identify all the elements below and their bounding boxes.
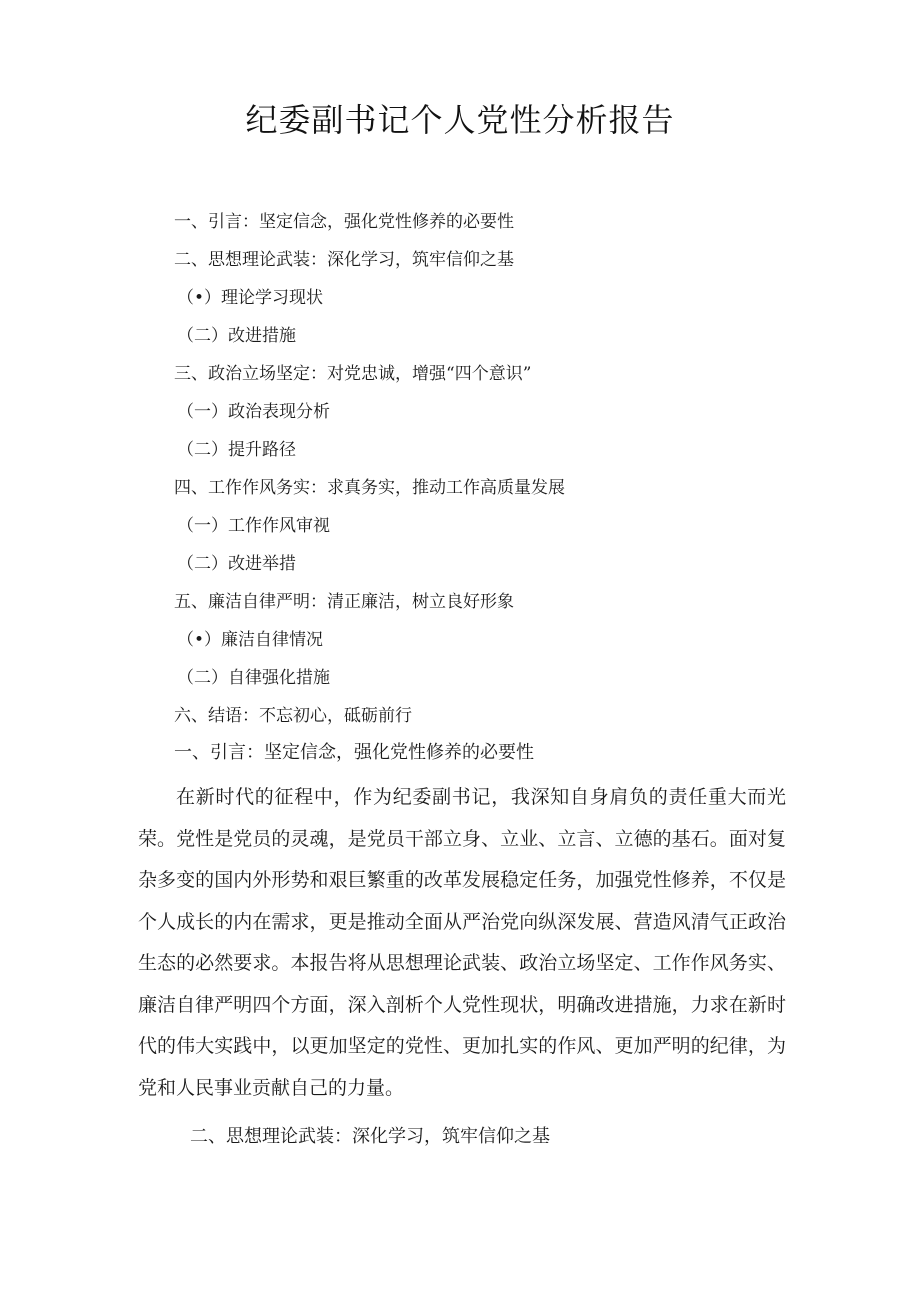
toc-subsection-item: （•）廉洁自律情况 [177,630,324,650]
toc-subsection-item: （二）改进措施 [177,326,296,346]
section-heading-theory: 二、思想理论武装：深化学习，筑牢信仰之基 [190,1126,550,1147]
toc-chapter-item: 三、政治立场坚定：对党忠诚，增强“四个意识” [174,364,532,384]
toc-subsection-item: （二）改进举措 [177,554,296,574]
table-of-contents [0,203,920,735]
toc-chapter-item: 六、结语：不忘初心，砥砺前行 [174,706,412,726]
section-heading-introduction: 一、引言：坚定信念，强化党性修养的必要性 [174,742,534,763]
toc-chapter-item: 二、思想理论武装：深化学习，筑牢信仰之基 [174,250,514,270]
toc-subsection-item: （一）政治表现分析 [177,402,330,422]
toc-subsection-item: （二）提升路径 [177,440,296,460]
introduction-paragraph: 在新时代的征程中，作为纪委副书记，我深知自身肩负的责任重大而光荣。党性是党员的灵魂，是党员干部立身、立业、立言、立德的基石。面对复杂多变的国内外形势和艰巨繁重的改革发展稳定任务，加强党性修养，不仅是个人成长的内在需求，更是推动全面从严治党向纵深发展、营造风清气正政治生态的必然要求。本报告将从思想理论武装、政治立场坚定、工作作风务实、廉洁自律严明四个方面，深入剖析个人党性现状，明确改进措施，力求在新时代的伟大实践中，以更加坚定的党性、更加扎实的作风、更加严明的纪律，为党和人民事业贡献自己的力量。 [138,786,786,1099]
toc-subsection-item: （一）工作作风审视 [177,516,330,536]
toc-chapter-item: 四、工作作风务实：求真务实，推动工作高质量发展 [174,478,565,498]
document-title: 纪委副书记个人党性分析报告 [245,101,675,139]
toc-chapter-item: 一、引言：坚定信念，强化党性修养的必要性 [174,212,514,232]
toc-subsection-item: （二）自律强化措施 [177,668,330,688]
toc-subsection-item: （•）理论学习现状 [177,288,324,308]
toc-chapter-item: 五、廉洁自律严明：清正廉洁，树立良好形象 [174,592,514,612]
